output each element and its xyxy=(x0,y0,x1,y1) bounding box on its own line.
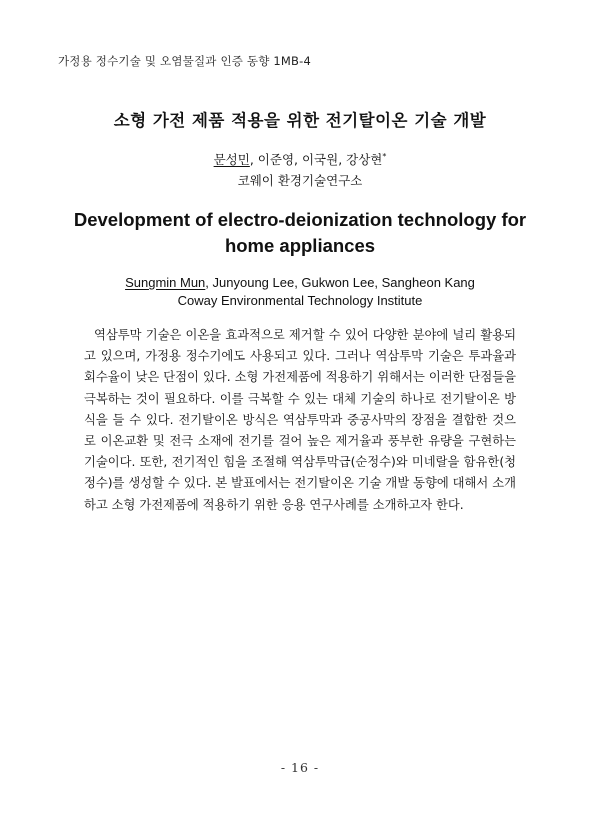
affiliation-korean: 코웨이 환경기술연구소 xyxy=(237,173,363,188)
corresponding-author-mark: * xyxy=(382,151,387,161)
other-authors-korean: , 이준영, 이국원, 강상현 xyxy=(249,152,383,167)
running-header: 가정용 정수기술 및 오염물질과 인증 동향 1MB-4 xyxy=(58,54,311,68)
title-korean: 소형 가전 제품 적용을 위한 전기탈이온 기술 개발 xyxy=(113,111,487,130)
title-english: Development of electro-deionization technology for home appliances xyxy=(73,209,527,256)
abstract-paragraph: 역삼투막 기술은 이온을 효과적으로 제거할 수 있어 다양한 분야에 널리 활용되고 있으며, 가정용 정수기에도 사용되고 있다. 그러나 역삼투막 기술은 투과율과 회수율이 낮은 단점이 있다. 소형 가전제품에 적용하기 위해서는 이러한 단점들을 극복하는 것이 필요하다. 이를 극복할 수 있는 대체 기술의 하나로 전기탈이온 방식을 들 수 있다. 전기탈이온 방식은 역삼투막과 중공사막의 장점을 결합한 것으로 이온교환 및 전극 소재에 전기를 걸어 높은 제거율과 풍부한 유량을 구현하는 기술이다. 또한, 전기적인 힘을 조절해 역삼투막급(순정수)와 미네랄을 함유한(청정수)를 생성할 수 있다. 본 발표에서는 전기탈이온 기술 개발 동향에 대해서 소개하고 소형 가전제품에 적용하기 위한 응용 연구사례를 소개하고자 한다. xyxy=(84,328,516,512)
page-number: - 16 - xyxy=(280,760,320,775)
authors-english xyxy=(0,275,600,290)
authors-korean xyxy=(0,150,600,168)
presenting-author-korean: 문성민 xyxy=(213,152,250,167)
other-authors-english: , Junyoung Lee, Gukwon Lee, Sangheon Kang xyxy=(205,275,475,290)
presenting-author-english: Sungmin Mun xyxy=(125,275,206,290)
affiliation-english: Coway Environmental Technology Institute xyxy=(177,293,423,308)
